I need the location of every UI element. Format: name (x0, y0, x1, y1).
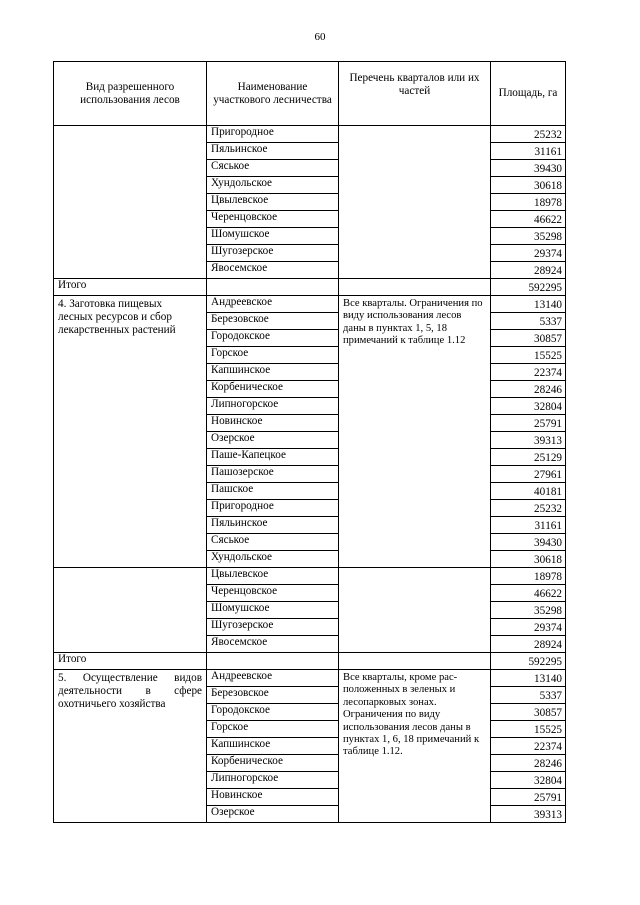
area-value: 46622 (491, 211, 566, 228)
header-use: Вид разрешенного использования лесов (54, 62, 207, 126)
use-line: лесных ресурсов и сбор (58, 311, 172, 323)
area-value: 28246 (491, 755, 566, 772)
use-line: деятельности в сфере (58, 685, 202, 697)
forestry-name: Явосемское (207, 262, 339, 279)
area-value: 5337 (491, 313, 566, 330)
forestry-name: Шомушское (207, 602, 339, 619)
forestry-name: Шугозерское (207, 619, 339, 636)
forestry-name: Озерское (207, 806, 339, 823)
area-value: 18978 (491, 194, 566, 211)
area-value: 32804 (491, 398, 566, 415)
area-value: 39313 (491, 432, 566, 449)
area-value: 35298 (491, 602, 566, 619)
quarters-cell (339, 126, 491, 279)
area-value: 15525 (491, 721, 566, 738)
area-value: 25129 (491, 449, 566, 466)
header-quarters: Перечень кварталов или их частей (339, 62, 491, 126)
forestry-name: Липногорское (207, 398, 339, 415)
area-value: 25791 (491, 789, 566, 806)
forestry-name: Пригородное (207, 500, 339, 517)
area-value: 29374 (491, 245, 566, 262)
area-value: 28924 (491, 262, 566, 279)
forestry-name: Горское (207, 721, 339, 738)
area-value: 13140 (491, 670, 566, 687)
table-row (54, 568, 566, 585)
forestry-name: Шомушское (207, 228, 339, 245)
area-value: 25232 (491, 126, 566, 143)
forestry-name: Корбеническое (207, 755, 339, 772)
total-label: Итого (54, 279, 207, 296)
forestry-name: Сяськое (207, 534, 339, 551)
forestry-name: Черенцовское (207, 211, 339, 228)
forestry-name: Паше-Капецкое (207, 449, 339, 466)
forestry-name: Пяльинское (207, 517, 339, 534)
area-value: 46622 (491, 585, 566, 602)
area-value: 22374 (491, 364, 566, 381)
quarters-cell (339, 568, 491, 653)
forestry-name: Черенцовское (207, 585, 339, 602)
forestry-name: Андреевское (207, 670, 339, 687)
forest-use-table (53, 61, 566, 823)
forestry-name: Новинское (207, 789, 339, 806)
area-value: 30618 (491, 177, 566, 194)
area-value: 35298 (491, 228, 566, 245)
forestry-name: Пригородное (207, 126, 339, 143)
area-value: 30618 (491, 551, 566, 568)
area-value: 5337 (491, 687, 566, 704)
area-value: 29374 (491, 619, 566, 636)
forestry-name: Березовское (207, 687, 339, 704)
total-area: 592295 (491, 279, 566, 296)
area-value: 31161 (491, 517, 566, 534)
total-row (54, 653, 566, 670)
forestry-name: Явосемское (207, 636, 339, 653)
empty-cell (207, 653, 339, 670)
area-value: 32804 (491, 772, 566, 789)
use-cell (54, 670, 207, 823)
forestry-name: Цвылевское (207, 194, 339, 211)
forestry-name: Шугозерское (207, 245, 339, 262)
area-value: 18978 (491, 568, 566, 585)
empty-cell (339, 279, 491, 296)
use-line: 4. Заготовка пищевых (58, 298, 163, 310)
forestry-name: Пяльинское (207, 143, 339, 160)
forestry-name: Городокское (207, 330, 339, 347)
forestry-name: Сяськое (207, 160, 339, 177)
total-row (54, 279, 566, 296)
area-value: 27961 (491, 466, 566, 483)
use-cell (54, 296, 207, 568)
forestry-name: Корбеническое (207, 381, 339, 398)
forestry-name: Хундольское (207, 551, 339, 568)
area-value: 15525 (491, 347, 566, 364)
forestry-name: Горское (207, 347, 339, 364)
quarters-cell: Все кварталы, кроме рас- положенных в зеленых и лесопарковых зонах. Ограничения по виду использования лесов даны в пунктах 1, 6, 18 примечаний к таблице 1.12. (339, 670, 491, 823)
area-value: 39313 (491, 806, 566, 823)
quarters-cell: Все кварталы. Ограничения по виду использования лесов даны в пунктах 1, 5, 18 примечаний к таблице 1.12 (339, 296, 491, 568)
area-value: 13140 (491, 296, 566, 313)
area-value: 28246 (491, 381, 566, 398)
header-forestry: Наименование участкового лесничества (207, 62, 339, 126)
forestry-name: Капшинское (207, 738, 339, 755)
forestry-name: Пашское (207, 483, 339, 500)
forestry-name: Капшинское (207, 364, 339, 381)
area-value: 30857 (491, 704, 566, 721)
empty-cell (207, 279, 339, 296)
use-cell (54, 126, 207, 279)
forestry-name: Березовское (207, 313, 339, 330)
table-row (54, 670, 566, 687)
use-line: лекарственных растений (58, 324, 176, 336)
use-line: 5. Осуществление видов (58, 672, 202, 684)
use-line: охотничьего хозяйства (58, 698, 166, 710)
forestry-name: Пашозерское (207, 466, 339, 483)
area-value: 25791 (491, 415, 566, 432)
table-row (54, 126, 566, 143)
page-number: 60 (314, 31, 326, 43)
empty-cell (339, 653, 491, 670)
area-value: 39430 (491, 160, 566, 177)
forestry-name: Новинское (207, 415, 339, 432)
header-area: Площадь, га (491, 62, 566, 126)
use-cell (54, 568, 207, 653)
area-value: 28924 (491, 636, 566, 653)
area-value: 31161 (491, 143, 566, 160)
area-value: 25232 (491, 500, 566, 517)
forestry-name: Озерское (207, 432, 339, 449)
forestry-name: Городокское (207, 704, 339, 721)
area-value: 39430 (491, 534, 566, 551)
forestry-name: Цвылевское (207, 568, 339, 585)
total-label: Итого (54, 653, 207, 670)
table-header-row (54, 62, 566, 126)
area-value: 30857 (491, 330, 566, 347)
forestry-name: Липногорское (207, 772, 339, 789)
area-value: 22374 (491, 738, 566, 755)
forestry-name: Андреевское (207, 296, 339, 313)
area-value: 40181 (491, 483, 566, 500)
total-area: 592295 (491, 653, 566, 670)
table-row (54, 296, 566, 313)
forestry-name: Хундольское (207, 177, 339, 194)
